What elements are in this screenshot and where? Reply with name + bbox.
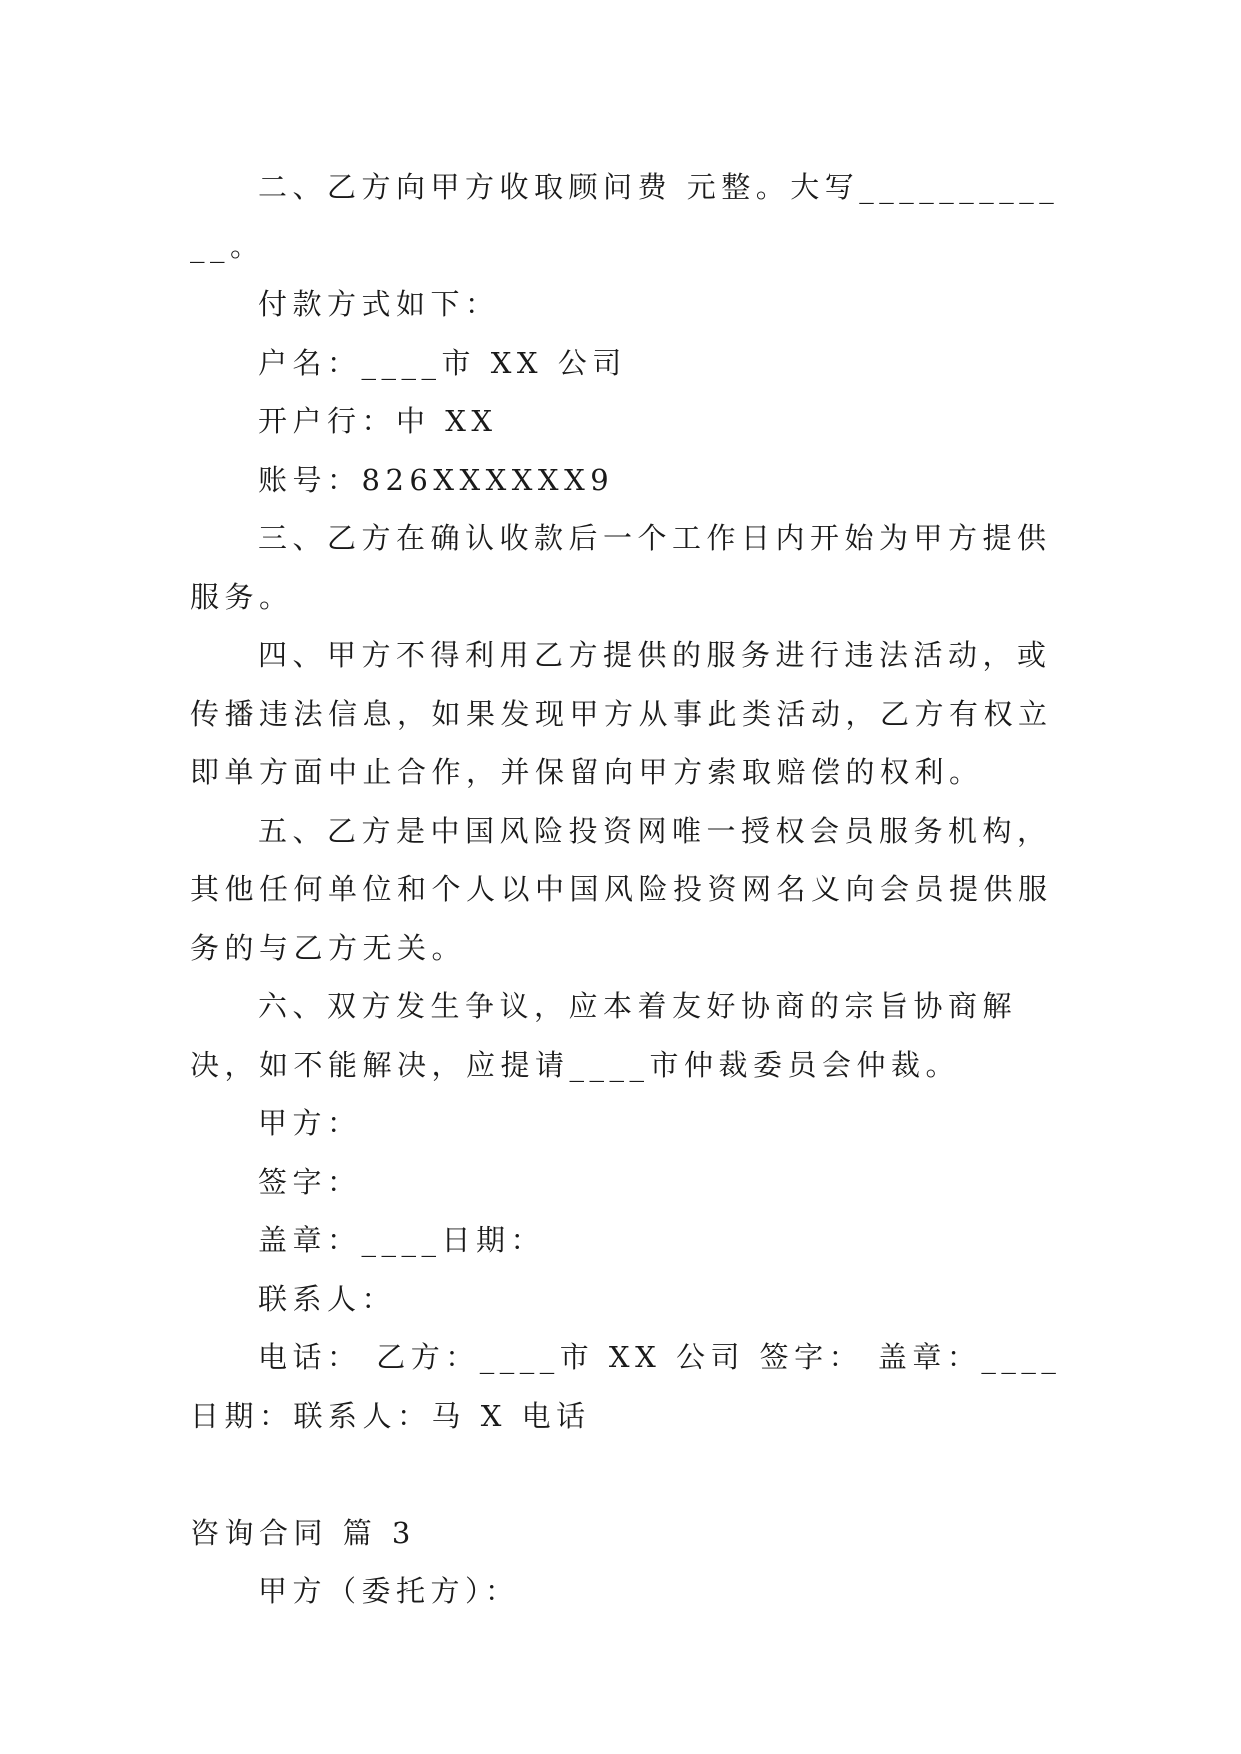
bank-name: 开户行：中 XX <box>258 404 498 438</box>
clause-2-fee: 二、乙方向甲方收取顾问费 元整。大写____________。 <box>190 170 1060 263</box>
payment-method-heading: 付款方式如下： <box>258 287 500 321</box>
seal-date-label: 盖章：____日期： <box>258 1223 546 1257</box>
contact-label: 联系人： <box>258 1281 397 1316</box>
party-a-label: 甲方： <box>258 1106 362 1140</box>
account-number: 账号：826XXXXXX9 <box>258 462 615 497</box>
clause-4-no-illegal-activity: 四、甲方不得利用乙方提供的服务进行违法活动，或传播违法信息，如果发现甲方从事此类活动，乙方有权立即单方面中止合作，并保留向甲方索取赔偿的权利。 <box>190 638 1053 789</box>
document-body <box>190 158 1070 1621</box>
phone-party-b-block: 电话： 乙方：____市 XX 公司 签字： 盖章：____日期：联系人：马 X 电话 <box>190 1340 1062 1433</box>
clause-5-authorized-agency: 五、乙方是中国风险投资网唯一授权会员服务机构，其他任何单位和个人以中国风险投资网名义向会员提供服务的与乙方无关。 <box>190 813 1053 965</box>
section-title: 咨询合同 篇 3 <box>190 1515 416 1550</box>
clause-3-service-start: 三、乙方在确认收款后一个工作日内开始为甲方提供服务。 <box>190 521 1052 614</box>
signature-label: 签字： <box>258 1164 362 1199</box>
party-a-client-label: 甲方（委托方）： <box>258 1574 520 1608</box>
account-name: 户名：____市 XX 公司 <box>258 345 627 380</box>
clause-6-dispute: 六、双方发生争议，应本着友好协商的宗旨协商解决，如不能解决，应提请____市仲裁委员会仲裁。 <box>190 989 1018 1082</box>
